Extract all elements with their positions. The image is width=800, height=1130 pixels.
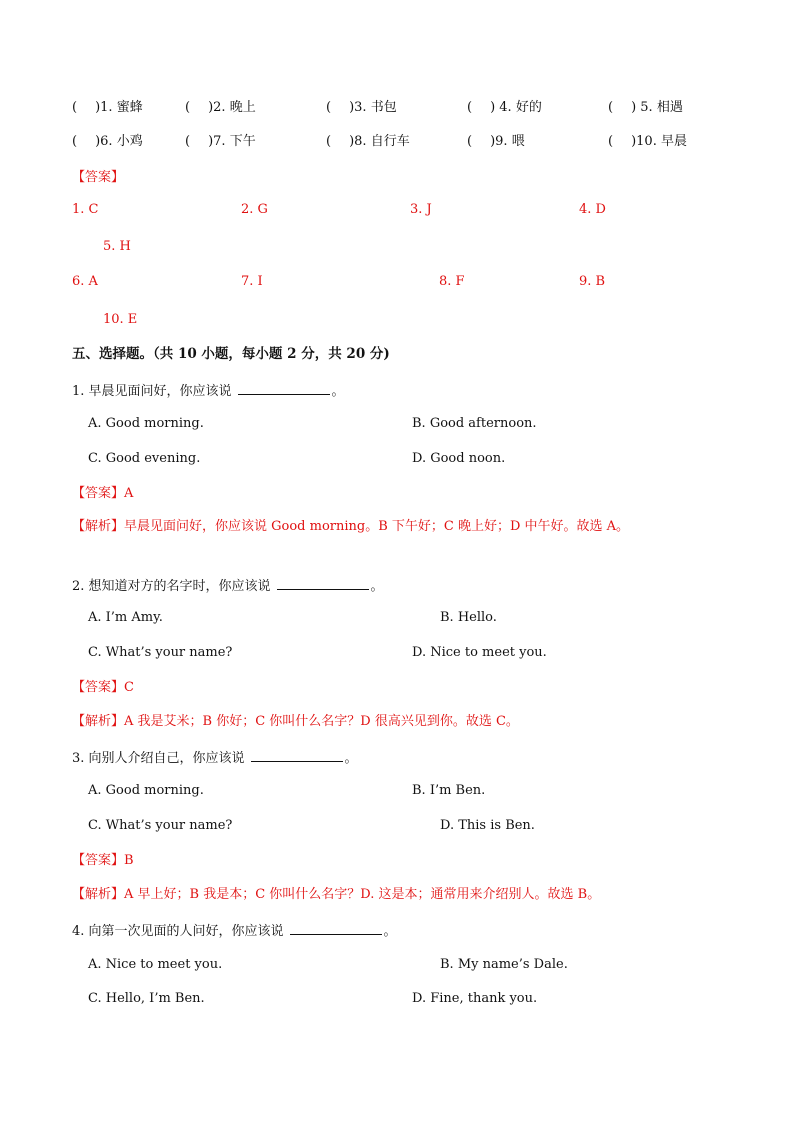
question-stem-3	[72, 748, 358, 768]
paren-open: (	[185, 134, 191, 149]
q1-analysis: 【解析】早晨见面问好，你应该说 Good morning。B 下午好；C 晚上好；D 中午好。故选 A。	[72, 519, 630, 534]
paren-open: (	[326, 134, 332, 149]
item-number: )6.	[95, 134, 113, 149]
q3-option-c: C. What’s your name?	[88, 818, 233, 833]
item-word: 晚上	[229, 100, 256, 115]
paren-open: (	[608, 100, 614, 115]
item-number: )7.	[208, 134, 226, 149]
paren-open: (	[185, 100, 191, 115]
q1-option-a: A. Good morning.	[88, 416, 204, 431]
q3-analysis: 【解析】A 早上好；B 我是本；C 你叫什么名字？D. 这是本；通常用来介绍别人。故选 B。	[72, 887, 601, 902]
q1-answer: 【答案】A	[72, 486, 134, 501]
q4-option-c: C. Hello, I’m Ben.	[88, 991, 205, 1006]
question-text: 4. 向第一次见面的人问好，你应该说	[72, 924, 284, 939]
question-end: 。	[370, 579, 384, 594]
q2-option-d: D. Nice to meet you.	[412, 645, 547, 660]
item-word: 蜜蜂	[116, 100, 143, 115]
answer-8: 8. F	[439, 274, 465, 289]
answer-blank	[277, 576, 369, 590]
item-number: )10.	[631, 134, 657, 149]
q1-option-b: B. Good afternoon.	[412, 416, 537, 431]
answer-1: 1. C	[72, 202, 99, 217]
answer-blank	[290, 921, 382, 935]
paren-open: (	[467, 134, 473, 149]
item-number: )1.	[95, 100, 113, 115]
answer-6: 6. A	[72, 274, 98, 289]
answer-5: 5. H	[103, 239, 131, 254]
answer-3: 3. J	[410, 202, 432, 217]
answer-4: 4. D	[579, 202, 606, 217]
q4-option-a: A. Nice to meet you.	[88, 957, 223, 972]
item-word: 喂	[511, 134, 525, 149]
answer-2: 2. G	[241, 202, 268, 217]
match-item-1	[72, 99, 143, 117]
q3-option-b: B. I’m Ben.	[412, 783, 486, 798]
q2-analysis: 【解析】A 我是艾米；B 你好；C 你叫什么名字？D 很高兴见到你。故选 C。	[72, 714, 519, 729]
q3-option-d: D. This is Ben.	[440, 818, 535, 833]
item-number: ) 4.	[490, 100, 512, 115]
question-end: 。	[344, 751, 358, 766]
q2-option-a: A. I’m Amy.	[88, 610, 163, 625]
question-stem-4	[72, 921, 397, 941]
item-number: ) 5.	[631, 100, 653, 115]
answer-header: 【答案】	[72, 170, 125, 185]
item-word: 下午	[229, 134, 256, 149]
q4-option-d: D. Fine, thank you.	[412, 991, 538, 1006]
q3-answer: 【答案】B	[72, 853, 134, 868]
answer-blank	[238, 381, 330, 395]
answer-10: 10. E	[103, 312, 138, 327]
question-end: 。	[331, 384, 345, 399]
item-word: 自行车	[370, 134, 410, 149]
answer-7: 7. I	[241, 274, 263, 289]
item-number: )8.	[349, 134, 367, 149]
paren-open: (	[72, 100, 78, 115]
item-word: 小鸡	[116, 134, 143, 149]
match-item-6	[72, 133, 143, 151]
match-item-2	[185, 99, 256, 117]
item-number: )3.	[349, 100, 367, 115]
match-item-7	[185, 133, 256, 151]
q3-option-a: A. Good morning.	[88, 783, 204, 798]
match-item-4	[467, 99, 542, 117]
answer-9: 9. B	[579, 274, 606, 289]
item-number: )2.	[208, 100, 226, 115]
match-item-3	[326, 99, 397, 117]
question-stem-2	[72, 576, 384, 596]
paren-open: (	[326, 100, 332, 115]
item-word: 好的	[515, 100, 542, 115]
paren-open: (	[608, 134, 614, 149]
item-number: )9.	[490, 134, 508, 149]
section-title: 五、选择题。（共 10 小题，每小题 2 分，共 20 分)	[72, 346, 390, 362]
item-word: 书包	[370, 100, 397, 115]
match-item-5	[608, 99, 683, 117]
q2-option-c: C. What’s your name?	[88, 645, 233, 660]
q2-answer: 【答案】C	[72, 680, 134, 695]
item-word: 早晨	[660, 134, 687, 149]
match-item-9	[467, 133, 525, 151]
item-word: 相遇	[656, 100, 683, 115]
question-text: 2. 想知道对方的名字时，你应该说	[72, 579, 271, 594]
paren-open: (	[467, 100, 473, 115]
answer-blank	[251, 748, 343, 762]
question-text: 3. 向别人介绍自己，你应该说	[72, 751, 245, 766]
question-text: 1. 早晨见面问好，你应该说	[72, 384, 232, 399]
q4-option-b: B. My name’s Dale.	[440, 957, 568, 972]
match-item-10	[608, 133, 687, 151]
q1-option-c: C. Good evening.	[88, 451, 201, 466]
q2-option-b: B. Hello.	[440, 610, 497, 625]
question-stem-1	[72, 381, 345, 401]
paren-open: (	[72, 134, 78, 149]
match-item-8	[326, 133, 410, 151]
question-end: 。	[383, 924, 397, 939]
q1-option-d: D. Good noon.	[412, 451, 506, 466]
